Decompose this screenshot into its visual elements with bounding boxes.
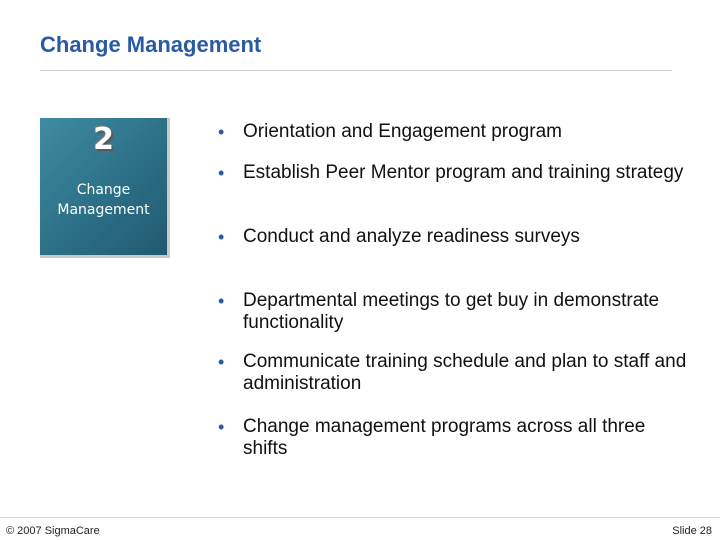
bullet-text: Communicate training schedule and plan to staff and administration xyxy=(243,351,687,394)
bullet-dot: • xyxy=(218,417,225,437)
bullet-text: Departmental meetings to get buy in demonstrate functionality xyxy=(243,290,660,333)
bullet-item xyxy=(218,226,688,248)
bullet-dot: • xyxy=(218,122,225,142)
bullet-item xyxy=(218,290,688,334)
footer-divider xyxy=(0,517,720,518)
slide-title: Change Management xyxy=(40,32,262,57)
bullet-dot: • xyxy=(218,163,225,183)
bullet-item xyxy=(218,351,688,395)
footer-copyright: © 2007 SigmaCare xyxy=(6,525,100,537)
bullet-text: Orientation and Engagement program xyxy=(243,121,562,142)
bullet-text: Establish Peer Mentor program and training strategy xyxy=(243,162,684,183)
bullet-dot: • xyxy=(218,227,225,247)
slide-number: Slide 28 xyxy=(672,525,712,537)
section-number: 2 xyxy=(93,122,114,157)
bullet-text: Conduct and analyze readiness surveys xyxy=(243,226,580,247)
bullet-dot: • xyxy=(218,291,225,311)
bullet-dot: • xyxy=(218,352,225,372)
section-label: Change Management xyxy=(57,182,150,218)
bullet-item xyxy=(218,162,688,184)
title-divider xyxy=(40,70,672,71)
section-card xyxy=(40,118,170,258)
bullet-item xyxy=(218,121,688,143)
bullet-item xyxy=(218,416,688,460)
bullet-text: Change management programs across all three shifts xyxy=(243,416,646,459)
